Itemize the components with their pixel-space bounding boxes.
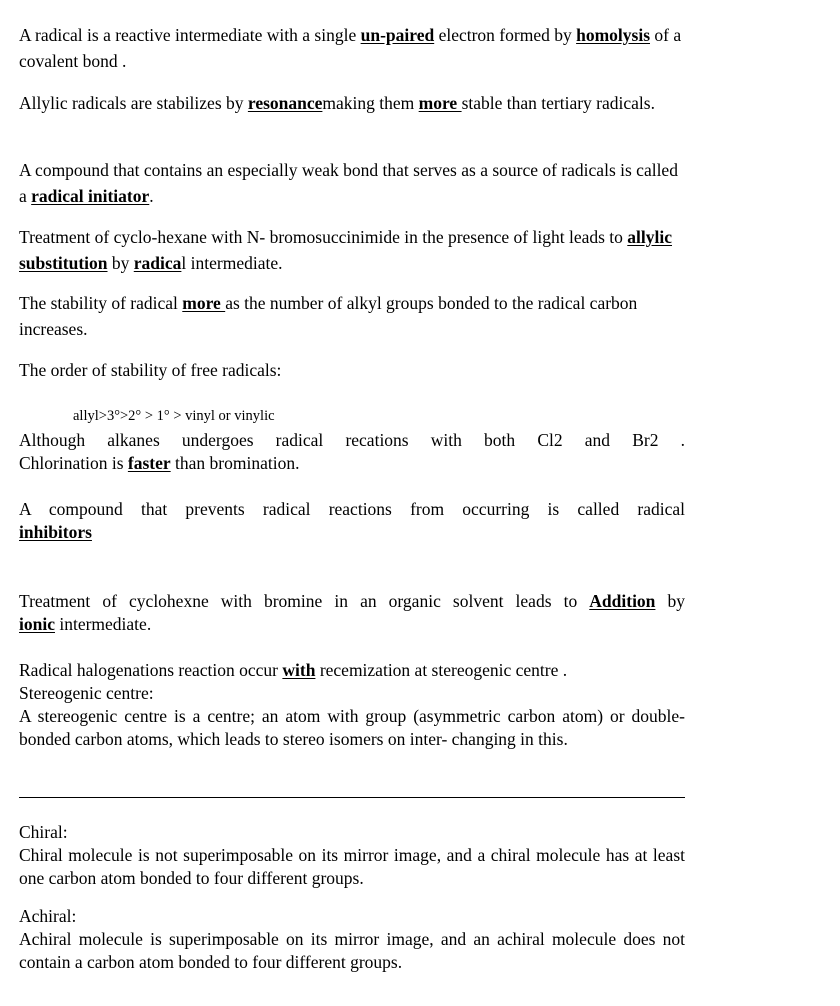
text: Radical halogenations reaction occur — [19, 660, 283, 680]
text-line — [19, 521, 685, 544]
radical-definition — [19, 22, 685, 74]
text: A radical is a reactive intermediate with a single — [19, 25, 361, 45]
text-line: Although alkanes undergoes radical recations with both Cl2 and Br2 . — [19, 430, 685, 450]
nbs-treatment — [19, 224, 685, 276]
text: electron formed by — [434, 25, 577, 45]
text-line — [19, 659, 685, 682]
chiral-definition: Chiral molecule is not superimposable on its mirror image, and a chiral molecule has at least one carbon atom bonded to four different groups. — [19, 845, 685, 888]
stereogenic-section — [19, 659, 685, 751]
stability-order: allyl>3°>2° > 1° > vinyl or vinylic — [73, 408, 275, 424]
achiral-definition: Achiral molecule is superimposable on its mirror image, and an achiral molecule does not contain a carbon atom bonded to four different groups. — [19, 929, 685, 972]
text: l intermediate. — [181, 253, 283, 273]
chiral-section — [19, 821, 685, 890]
keyword-resonance: resonance — [247, 93, 323, 113]
text: as the number of alkyl groups bonded to the radical carbon increases. — [19, 293, 638, 339]
text: Treatment of cyclo-hexane with N- bromosuccinimide in the presence of light leads to — [19, 227, 628, 247]
stereogenic-definition: A stereogenic centre is a centre; an atom with group (asymmetric carbon atom) or double-bonded carbon atoms, which leads to stereo isomers on inter- changing in this. — [19, 706, 685, 749]
keyword-allylic-substitution: allylic substitution — [19, 227, 672, 273]
text: Treatment of cyclohexne with bromine in an organic solvent leads to — [19, 591, 590, 611]
divider — [19, 797, 685, 798]
keyword-faster: faster — [127, 453, 171, 473]
text: than bromination. — [170, 453, 300, 473]
keyword-addition: Addition — [589, 591, 656, 611]
keyword-with: with — [282, 660, 316, 680]
text: by — [655, 591, 686, 611]
text: Chlorination is — [19, 453, 128, 473]
text: making them — [322, 93, 419, 113]
radical-inhibitor — [19, 498, 685, 544]
text: of a covalent bond . — [19, 25, 682, 71]
keyword-more: more — [418, 93, 462, 113]
radical-stability — [19, 290, 685, 342]
text-line — [19, 590, 685, 613]
keyword-radical: radica — [133, 253, 182, 273]
stability-order-heading: The order of stability of free radicals: — [19, 360, 282, 380]
text: . — [149, 186, 154, 206]
text: Allylic radicals are stabilizes by — [19, 93, 248, 113]
achiral-section — [19, 905, 685, 974]
chiral-heading: Chiral: — [19, 822, 68, 842]
allylic-radicals — [19, 90, 685, 116]
text-line — [19, 613, 685, 636]
keyword-more: more — [182, 293, 226, 313]
keyword-homolysis: homolysis — [576, 25, 650, 45]
text: by — [107, 253, 134, 273]
text: The stability of radical — [19, 293, 183, 313]
stereogenic-heading: Stereogenic centre: — [19, 683, 154, 703]
radical-initiator — [19, 157, 685, 209]
text: stable than tertiary radicals. — [461, 93, 655, 113]
text: recemization at stereogenic centre . — [315, 660, 568, 680]
halogenation-paragraph — [19, 429, 685, 475]
text: intermediate. — [54, 614, 152, 634]
text: A compound that contains an especially weak bond that serves as a source of radicals is called a — [19, 160, 678, 206]
achiral-heading: Achiral: — [19, 906, 77, 926]
keyword-radical-initiator: radical initiator — [31, 186, 150, 206]
text-line: A compound that prevents radical reactions from occurring is called radical — [19, 499, 685, 519]
bromine-addition — [19, 590, 685, 636]
keyword-inhibitors: inhibitors — [19, 522, 92, 542]
text-line — [19, 452, 685, 475]
keyword-ionic: ionic — [19, 614, 55, 634]
keyword-un-paired: un-paired — [360, 25, 435, 45]
